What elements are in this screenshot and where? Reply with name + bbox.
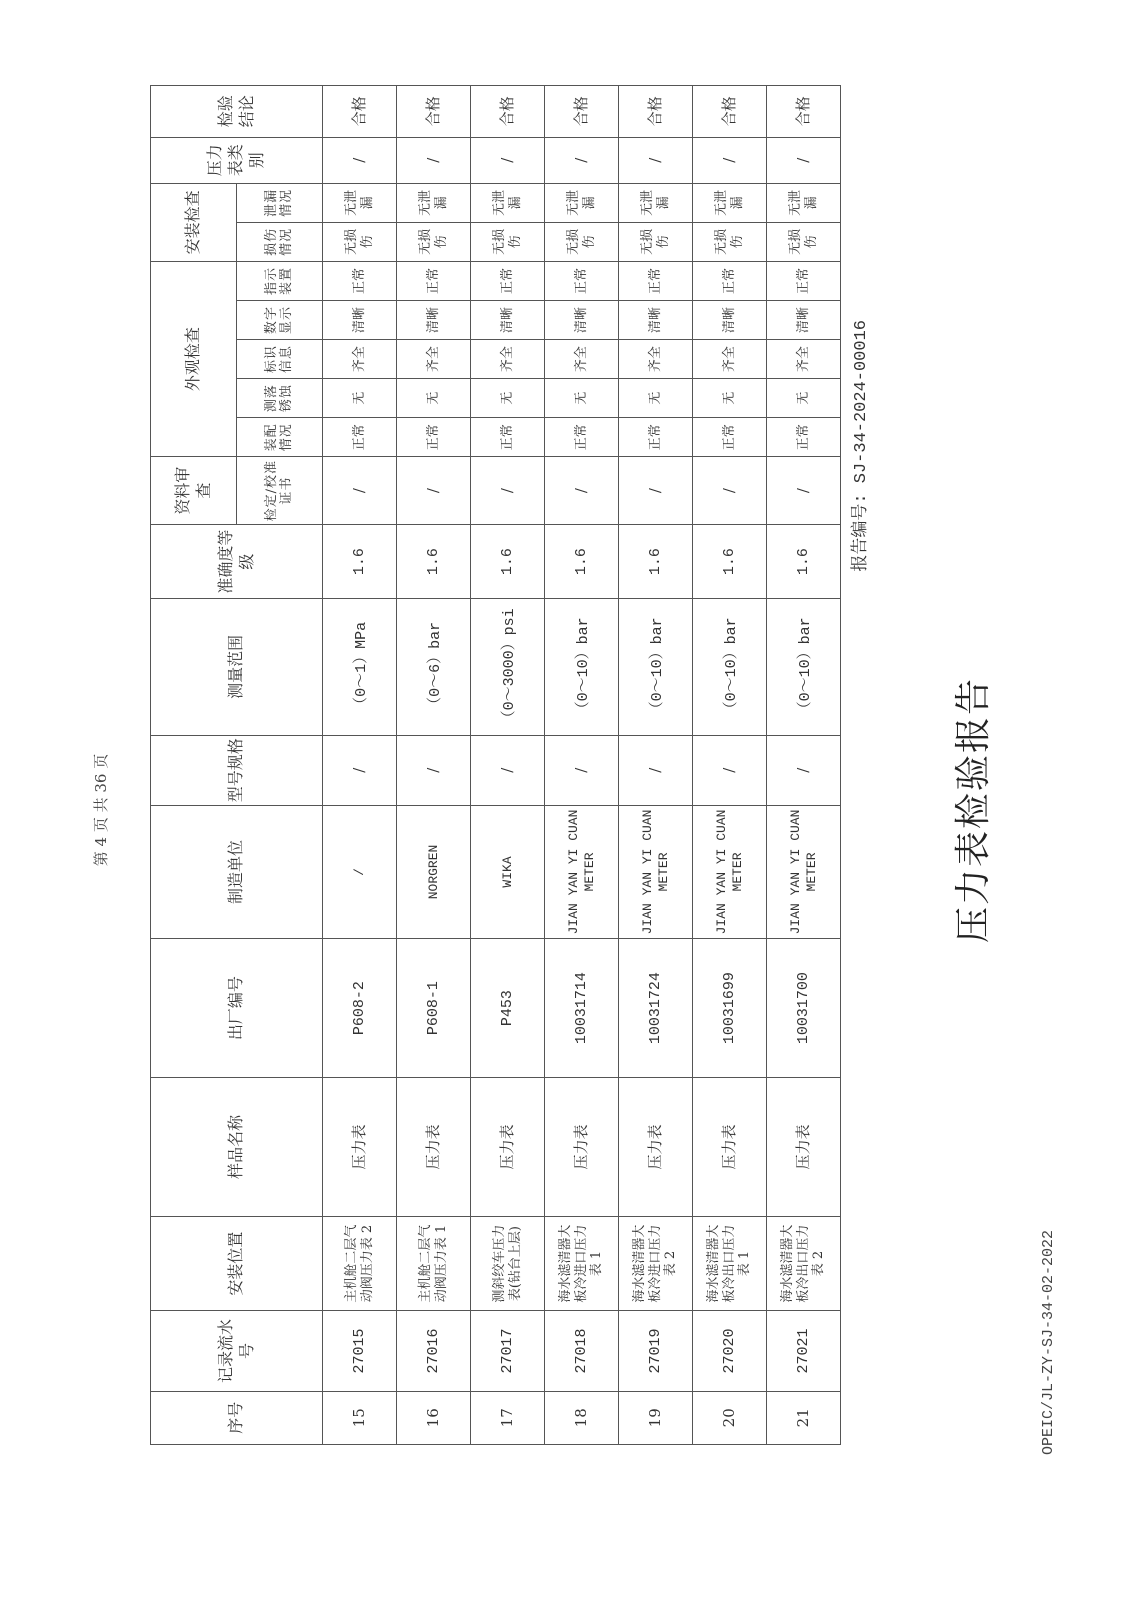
header-corrosion: 测落锈蚀 [237, 379, 323, 418]
cell-seq: 21 [767, 1391, 841, 1444]
cell-accuracy: 1.6 [767, 525, 841, 599]
cell-factory-no: 10031724 [619, 939, 693, 1078]
inspection-table [150, 85, 841, 1445]
cell-label: 齐全 [693, 340, 767, 379]
cell-digital: 清晰 [545, 301, 619, 340]
cell-assembly: 正常 [545, 418, 619, 457]
cell-pointer: 正常 [767, 261, 841, 300]
cell-model: / [619, 735, 693, 805]
header-accuracy: 准确度等级 [151, 525, 323, 599]
cell-location: 主机舱二层气动阀压力表 2 [323, 1216, 397, 1311]
cell-cert: / [397, 457, 471, 525]
cell-type: / [619, 137, 693, 183]
cell-manufacturer: JIAN YAN YI CUAN METER [767, 805, 841, 939]
cell-model: / [545, 735, 619, 805]
cell-manufacturer: JIAN YAN YI CUAN METER [693, 805, 767, 939]
cell-pointer: 正常 [619, 261, 693, 300]
cell-sample-name: 压力表 [767, 1078, 841, 1217]
table-row [471, 86, 545, 1445]
document-code: OPEIC/JL-ZY-SJ-34-02-2022 [1040, 1229, 1057, 1455]
cell-model: / [397, 735, 471, 805]
cell-accuracy: 1.6 [323, 525, 397, 599]
cell-factory-no: P608-1 [397, 939, 471, 1078]
table-row [767, 86, 841, 1445]
cell-record-no: 27019 [619, 1311, 693, 1391]
header-digital: 数字显示 [237, 301, 323, 340]
cell-sample-name: 压力表 [545, 1078, 619, 1217]
cell-range: （0～10）bar [767, 599, 841, 736]
cell-digital: 清晰 [619, 301, 693, 340]
header-record-no: 记录流水号 [151, 1311, 323, 1391]
cell-factory-no: 10031699 [693, 939, 767, 1078]
cell-cert: / [545, 457, 619, 525]
cell-record-no: 27016 [397, 1311, 471, 1391]
cell-leak: 无泄漏 [693, 183, 767, 222]
cell-seq: 19 [619, 1391, 693, 1444]
cell-pointer: 正常 [693, 261, 767, 300]
cell-pointer: 正常 [545, 261, 619, 300]
cell-type: / [545, 137, 619, 183]
cell-label: 齐全 [767, 340, 841, 379]
cell-location: 海水滤清器大板冷进口压力表 1 [545, 1216, 619, 1311]
cell-model: / [693, 735, 767, 805]
cell-digital: 清晰 [693, 301, 767, 340]
cell-leak: 无泄漏 [471, 183, 545, 222]
header-assembly: 装配情况 [237, 418, 323, 457]
cell-location: 主机舱二层气动阀压力表 1 [397, 1216, 471, 1311]
header-type: 压力表类别 [151, 137, 323, 183]
cell-cert: / [767, 457, 841, 525]
cell-location: 海水滤清器大板冷出口压力表 1 [693, 1216, 767, 1311]
cell-manufacturer: JIAN YAN YI CUAN METER [619, 805, 693, 939]
report-number: 报告编号: SJ-34-2024-00016 [852, 320, 871, 572]
cell-range: （0～10）bar [545, 599, 619, 736]
cell-cert: / [693, 457, 767, 525]
cell-damage: 无损伤 [471, 222, 545, 261]
cell-corrosion: 无 [693, 379, 767, 418]
cell-damage: 无损伤 [323, 222, 397, 261]
cell-damage: 无损伤 [545, 222, 619, 261]
cell-accuracy: 1.6 [693, 525, 767, 599]
cell-record-no: 27018 [545, 1311, 619, 1391]
cell-range: （0～10）bar [693, 599, 767, 736]
cell-manufacturer: WIKA [471, 805, 545, 939]
cell-factory-no: 10031714 [545, 939, 619, 1078]
table-row [619, 86, 693, 1445]
header-seq: 序号 [151, 1391, 323, 1444]
header-range: 测量范围 [151, 599, 323, 736]
cell-assembly: 正常 [767, 418, 841, 457]
header-install: 安装检查 [151, 183, 237, 261]
cell-range: （0～3000）psi [471, 599, 545, 736]
table-row [323, 86, 397, 1445]
cell-conclusion: 合格 [323, 86, 397, 138]
header-doc-review: 资料审查 [151, 457, 237, 525]
cell-conclusion: 合格 [767, 86, 841, 138]
header-conclusion: 检验结论 [151, 86, 323, 138]
cell-leak: 无泄漏 [323, 183, 397, 222]
cell-seq: 18 [545, 1391, 619, 1444]
cell-record-no: 27020 [693, 1311, 767, 1391]
cell-seq: 20 [693, 1391, 767, 1444]
cell-location: 海水滤清器大板冷进口压力表 2 [619, 1216, 693, 1311]
cell-digital: 清晰 [471, 301, 545, 340]
cell-cert: / [323, 457, 397, 525]
cell-digital: 清晰 [323, 301, 397, 340]
cell-location: 测斜绞车压力表(钻台上层) [471, 1216, 545, 1311]
header-damage: 损伤情况 [237, 222, 323, 261]
cell-pointer: 正常 [323, 261, 397, 300]
cell-leak: 无泄漏 [619, 183, 693, 222]
cell-conclusion: 合格 [693, 86, 767, 138]
cell-location: 海水滤清器大板冷出口压力表 2 [767, 1216, 841, 1311]
cell-pointer: 正常 [471, 261, 545, 300]
cell-pointer: 正常 [397, 261, 471, 300]
cell-range: （0～1）MPa [323, 599, 397, 736]
table-row [693, 86, 767, 1445]
cell-damage: 无损伤 [397, 222, 471, 261]
cell-cert: / [619, 457, 693, 525]
cell-manufacturer: NORGREN [397, 805, 471, 939]
cell-accuracy: 1.6 [471, 525, 545, 599]
page-footer: 第 4 页 共 36 页 [92, 753, 110, 867]
header-leak: 泄漏情况 [237, 183, 323, 222]
cell-label: 齐全 [471, 340, 545, 379]
header-sample-name: 样品名称 [151, 1078, 323, 1217]
cell-corrosion: 无 [323, 379, 397, 418]
table-row [397, 86, 471, 1445]
header-label: 标识信息 [237, 340, 323, 379]
cell-assembly: 正常 [693, 418, 767, 457]
cell-record-no: 27015 [323, 1311, 397, 1391]
cell-factory-no: P453 [471, 939, 545, 1078]
cell-leak: 无泄漏 [545, 183, 619, 222]
cell-assembly: 正常 [323, 418, 397, 457]
header-manufacturer: 制造单位 [151, 805, 323, 939]
cell-cert: / [471, 457, 545, 525]
cell-type: / [397, 137, 471, 183]
cell-leak: 无泄漏 [397, 183, 471, 222]
cell-sample-name: 压力表 [471, 1078, 545, 1217]
header-pointer: 指示装置 [237, 261, 323, 300]
cell-record-no: 27021 [767, 1311, 841, 1391]
rotated-content [50, 45, 1080, 1575]
cell-digital: 清晰 [397, 301, 471, 340]
cell-corrosion: 无 [619, 379, 693, 418]
table-row [545, 86, 619, 1445]
cell-range: （0～6）bar [397, 599, 471, 736]
cell-digital: 清晰 [767, 301, 841, 340]
cell-assembly: 正常 [471, 418, 545, 457]
cell-conclusion: 合格 [619, 86, 693, 138]
cell-model: / [323, 735, 397, 805]
cell-manufacturer: JIAN YAN YI CUAN METER [545, 805, 619, 939]
page-title: 压力表检验报告 [953, 677, 994, 944]
cell-assembly: 正常 [397, 418, 471, 457]
cell-sample-name: 压力表 [323, 1078, 397, 1217]
cell-label: 齐全 [323, 340, 397, 379]
header-factory-no: 出厂编号 [151, 939, 323, 1078]
cell-sample-name: 压力表 [693, 1078, 767, 1217]
table-body [323, 86, 841, 1445]
cell-type: / [767, 137, 841, 183]
cell-sample-name: 压力表 [619, 1078, 693, 1217]
cell-manufacturer: / [323, 805, 397, 939]
cell-type: / [693, 137, 767, 183]
cell-accuracy: 1.6 [397, 525, 471, 599]
cell-corrosion: 无 [767, 379, 841, 418]
cell-damage: 无损伤 [767, 222, 841, 261]
cell-corrosion: 无 [471, 379, 545, 418]
cell-factory-no: P608-2 [323, 939, 397, 1078]
cell-label: 齐全 [619, 340, 693, 379]
cell-damage: 无损伤 [693, 222, 767, 261]
cell-assembly: 正常 [619, 418, 693, 457]
cell-seq: 16 [397, 1391, 471, 1444]
cell-conclusion: 合格 [545, 86, 619, 138]
cell-model: / [471, 735, 545, 805]
cell-type: / [471, 137, 545, 183]
header-location: 安装位置 [151, 1216, 323, 1311]
cell-label: 齐全 [545, 340, 619, 379]
cell-seq: 17 [471, 1391, 545, 1444]
cell-seq: 15 [323, 1391, 397, 1444]
cell-range: （0～10）bar [619, 599, 693, 736]
cell-record-no: 27017 [471, 1311, 545, 1391]
cell-damage: 无损伤 [619, 222, 693, 261]
cell-model: / [767, 735, 841, 805]
cell-accuracy: 1.6 [545, 525, 619, 599]
cell-corrosion: 无 [397, 379, 471, 418]
cell-accuracy: 1.6 [619, 525, 693, 599]
header-appearance: 外观检查 [151, 261, 237, 456]
cell-leak: 无泄漏 [767, 183, 841, 222]
header-cert: 检定/校准证书 [237, 457, 323, 525]
cell-conclusion: 合格 [397, 86, 471, 138]
cell-type: / [323, 137, 397, 183]
cell-label: 齐全 [397, 340, 471, 379]
cell-factory-no: 10031700 [767, 939, 841, 1078]
header-model: 型号规格 [151, 735, 323, 805]
cell-corrosion: 无 [545, 379, 619, 418]
cell-sample-name: 压力表 [397, 1078, 471, 1217]
cell-conclusion: 合格 [471, 86, 545, 138]
